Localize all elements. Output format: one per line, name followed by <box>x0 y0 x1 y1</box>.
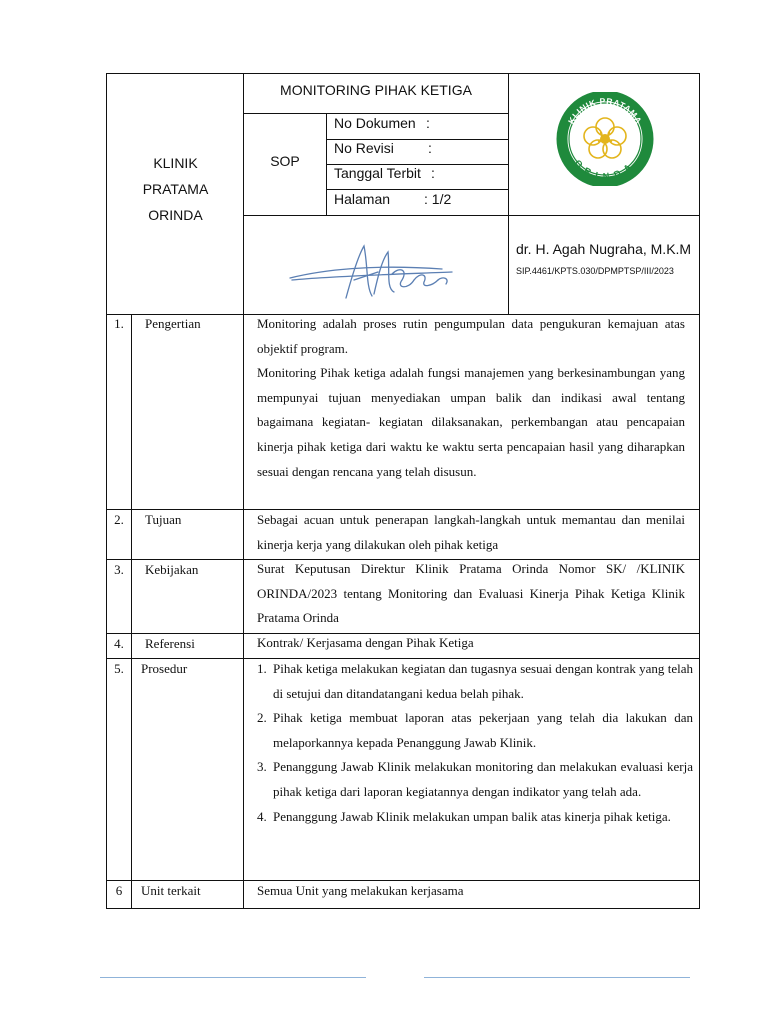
procedure-list <box>257 657 693 829</box>
row-number: 6 <box>115 883 123 898</box>
meta-value-halaman: : 1/2 <box>424 191 452 207</box>
paragraph: Monitoring adalah proses rutin pengumpulan data pengukuran kemajuan atas objektif program. <box>257 316 685 356</box>
row-content-kebijakan <box>257 557 685 631</box>
signer-name: dr. H. Agah Nugraha, M.K.M <box>516 241 692 257</box>
row-label-pengertian: Pengertian <box>145 316 201 331</box>
procedure-number: 4. <box>257 808 267 824</box>
meta-label-no-revisi: No Revisi <box>334 140 394 156</box>
clinic-name-line: PRATAMA <box>142 181 209 197</box>
clinic-name-line: ORINDA <box>148 207 203 223</box>
logo-bottom-text: ORINDA <box>572 157 638 182</box>
clinic-name <box>107 150 244 228</box>
procedure-text: Penanggung Jawab Klinik melakukan umpan balik atas kinerja pihak ketiga. <box>273 808 671 824</box>
procedure-number: 3. <box>257 759 267 775</box>
meta-value-no-dokumen: : <box>426 115 430 131</box>
row-number: 1. <box>114 316 124 331</box>
paragraph: Sebagai acuan untuk penerapan langkah-langkah untuk memantau dan menilai kinerja kerja yang dilakukan oleh pihak ketiga <box>257 512 685 552</box>
row-content-tujuan <box>257 508 685 557</box>
logo-top-text: KLINIK PRATAMA <box>565 95 645 126</box>
row-number: 5. <box>114 661 124 676</box>
procedure-number: 2. <box>257 710 267 726</box>
row-label-prosedur: Prosedur <box>141 661 188 676</box>
row-label-kebijakan: Kebijakan <box>145 562 199 577</box>
procedure-text: Pihak ketiga membuat laporan atas pekerjaan yang telah dia lakukan dan melaporkannya kepada Penanggung Jawab Klinik. <box>273 710 693 750</box>
procedure-item <box>257 657 693 706</box>
procedure-item <box>257 755 693 804</box>
footer-line-left <box>100 977 366 978</box>
paragraph: Surat Keputusan Direktur Klinik Pratama Orinda Nomor SK/ /KLINIK ORINDA/2023 tentang Monitoring dan Evaluasi Kinerja Pihak Ketiga Klinik Pratama Orinda <box>257 561 685 626</box>
meta-label-tanggal-terbit: Tanggal Terbit <box>334 165 421 181</box>
footer-line-right <box>424 977 690 978</box>
clinic-logo <box>554 92 656 186</box>
paragraph: Monitoring Pihak ketiga adalah fungsi manajemen yang berkesinambungan yang mempunyai tujuan menyediakan umpan balik dan indikasi awal tentang bagaimana kegiatan- kegiatan dilaksanakan, perkembangan atau pencapaian kinerja pihak ketiga dari waktu ke waktu serta pencapaian hasil yang diharapkan sesuai dengan rencana yang telah disusun. <box>257 365 685 479</box>
divider <box>243 215 700 216</box>
signer-sip: SIP.4461/KPTS.030/DPMPTSP/III/2023 <box>516 266 674 276</box>
paragraph: Semua Unit yang melakukan kerjasama <box>257 883 464 898</box>
row-content-referensi <box>257 631 685 656</box>
procedure-number: 1. <box>257 661 267 676</box>
divider <box>131 314 132 909</box>
row-label-tujuan: Tujuan <box>145 512 182 527</box>
meta-value-tanggal-terbit: : <box>431 165 435 181</box>
row-number: 2. <box>114 512 124 527</box>
paragraph: Kontrak/ Kerjasama dengan Pihak Ketiga <box>257 635 474 650</box>
procedure-text: Pihak ketiga melakukan kegiatan dan tugasnya sesuai dengan kontrak yang telah di setujui dan ditandatangani kedua belah pihak. <box>273 661 693 701</box>
procedure-text: Penanggung Jawab Klinik melakukan monitoring dan melakukan evaluasi kerja pihak ketiga dari laporan kegiatannya dengan indikator yang telah ada. <box>273 759 693 799</box>
signature <box>282 236 472 306</box>
row-content-pengertian <box>257 312 685 484</box>
row-label-unit-terkait: Unit terkait <box>141 883 201 898</box>
clinic-name-line: KLINIK <box>153 155 198 171</box>
divider <box>508 73 509 315</box>
divider <box>243 113 509 114</box>
procedure-item <box>257 805 693 830</box>
sop-label: SOP <box>270 153 300 169</box>
meta-value-no-revisi: : <box>428 140 432 156</box>
divider <box>326 189 509 190</box>
row-label-referensi: Referensi <box>145 636 195 651</box>
row-number: 4. <box>114 636 124 651</box>
procedure-item <box>257 706 693 755</box>
meta-label-no-dokumen: No Dokumen <box>334 115 416 131</box>
meta-label-halaman: Halaman <box>334 191 391 207</box>
divider <box>243 314 244 909</box>
row-content-unit-terkait <box>257 879 685 904</box>
document-title: MONITORING PIHAK KETIGA <box>280 82 472 98</box>
row-number: 3. <box>114 562 124 577</box>
